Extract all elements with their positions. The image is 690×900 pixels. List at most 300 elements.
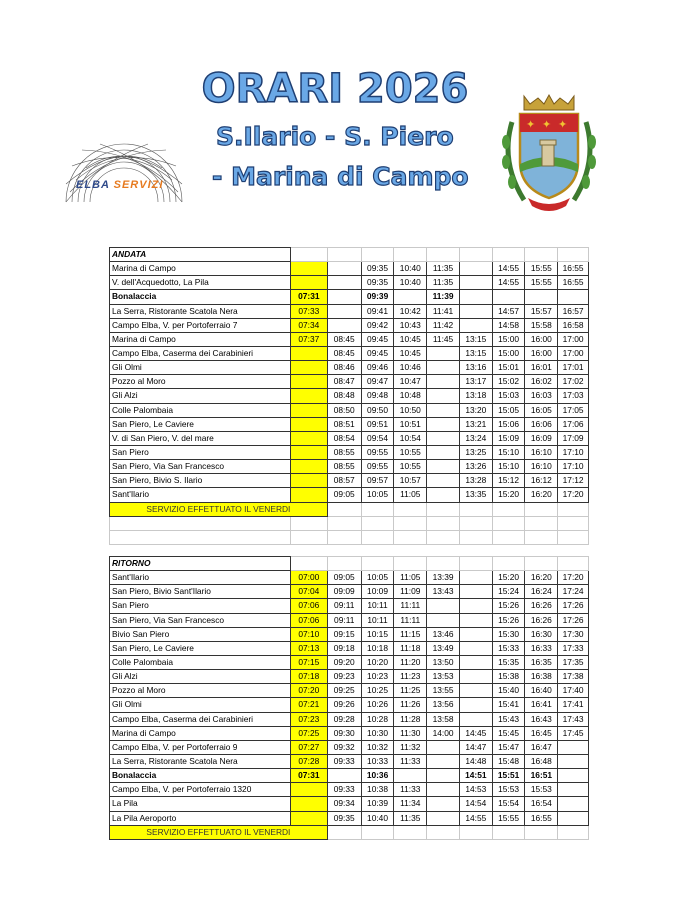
departure-time: 14:58 <box>492 318 525 332</box>
friday-time <box>290 474 327 488</box>
departure-time: 15:35 <box>492 655 525 669</box>
friday-time: 07:00 <box>290 571 327 585</box>
empty-cell <box>427 516 460 530</box>
departure-time: 11:05 <box>394 571 427 585</box>
departure-time <box>459 670 492 684</box>
departure-time: 17:01 <box>558 361 589 375</box>
friday-time <box>290 361 327 375</box>
departure-time <box>427 361 460 375</box>
departure-time: 15:45 <box>492 726 525 740</box>
departure-time: 10:15 <box>361 627 394 641</box>
departure-time: 11:05 <box>394 488 427 502</box>
departure-time: 15:41 <box>492 698 525 712</box>
table-row <box>110 641 589 655</box>
departure-time: 13:15 <box>459 332 492 346</box>
departure-time <box>327 262 361 276</box>
departure-time: 15:10 <box>492 445 525 459</box>
departure-time: 14:55 <box>459 811 492 825</box>
departure-time <box>525 290 558 304</box>
departure-time: 08:50 <box>327 403 361 417</box>
departure-time <box>427 417 460 431</box>
departure-time <box>459 290 492 304</box>
departure-time <box>427 403 460 417</box>
departure-time: 11:33 <box>394 783 427 797</box>
departure-time: 09:42 <box>361 318 394 332</box>
departure-time: 16:30 <box>525 627 558 641</box>
stop-name: Marina di Campo <box>110 332 291 346</box>
departure-time: 15:30 <box>492 627 525 641</box>
ritorno-schedule-table <box>109 556 589 840</box>
empty-cell <box>290 557 327 571</box>
departure-time: 15:06 <box>492 417 525 431</box>
friday-time <box>290 783 327 797</box>
departure-time: 14:57 <box>492 304 525 318</box>
departure-time: 08:47 <box>327 375 361 389</box>
departure-time: 11:23 <box>394 670 427 684</box>
friday-service-note: SERVIZIO EFFETTUATO IL VENERDI <box>110 502 328 516</box>
section-label: ANDATA <box>110 248 291 262</box>
empty-cell <box>427 530 460 544</box>
departure-time: 11:32 <box>394 740 427 754</box>
departure-time <box>427 797 460 811</box>
departure-time: 13:18 <box>459 389 492 403</box>
empty-cell <box>459 530 492 544</box>
departure-time: 09:33 <box>327 754 361 768</box>
departure-time: 10:54 <box>394 431 427 445</box>
departure-time: 09:18 <box>327 641 361 655</box>
stop-name: Gli Olmi <box>110 698 291 712</box>
departure-time <box>427 613 460 627</box>
departure-time <box>492 290 525 304</box>
departure-time <box>427 474 460 488</box>
departure-time: 15:51 <box>492 769 525 783</box>
departure-time: 15:48 <box>492 754 525 768</box>
empty-cell <box>327 825 361 839</box>
departure-time <box>427 431 460 445</box>
elba-servizi-logo-icon <box>58 122 190 212</box>
departure-time <box>427 811 460 825</box>
departure-time: 10:45 <box>394 346 427 360</box>
departure-time: 13:43 <box>427 585 460 599</box>
empty-cell <box>394 530 427 544</box>
friday-time <box>290 346 327 360</box>
departure-time: 08:51 <box>327 417 361 431</box>
departure-time: 09:23 <box>327 670 361 684</box>
table-row <box>110 460 589 474</box>
friday-time <box>290 460 327 474</box>
departure-time: 13:26 <box>459 460 492 474</box>
departure-time: 16:55 <box>525 811 558 825</box>
departure-time: 17:05 <box>558 403 589 417</box>
stop-name: Pozzo al Moro <box>110 375 291 389</box>
departure-time: 15:10 <box>492 460 525 474</box>
departure-time: 09:35 <box>361 262 394 276</box>
svg-text:✦: ✦ <box>558 118 568 131</box>
departure-time: 10:25 <box>361 684 394 698</box>
departure-time: 13:21 <box>459 417 492 431</box>
table-row <box>110 811 589 825</box>
table-row <box>110 431 589 445</box>
empty-cell <box>327 248 361 262</box>
departure-time <box>427 346 460 360</box>
table-row <box>110 262 589 276</box>
departure-time <box>459 585 492 599</box>
departure-time: 16:26 <box>525 599 558 613</box>
departure-time: 10:28 <box>361 712 394 726</box>
departure-time <box>459 698 492 712</box>
departure-time: 09:34 <box>327 797 361 811</box>
departure-time <box>459 304 492 318</box>
departure-time: 10:11 <box>361 613 394 627</box>
departure-time <box>427 460 460 474</box>
departure-time: 09:05 <box>327 571 361 585</box>
stop-name: La Pila <box>110 797 291 811</box>
departure-time <box>427 488 460 502</box>
departure-time: 11:09 <box>394 585 427 599</box>
departure-time: 14:51 <box>459 769 492 783</box>
departure-time: 10:40 <box>394 276 427 290</box>
departure-time: 10:38 <box>361 783 394 797</box>
table-row <box>110 318 589 332</box>
departure-time <box>459 571 492 585</box>
stop-name: Campo Elba, V. per Portoferraio 7 <box>110 318 291 332</box>
departure-time: 09:15 <box>327 627 361 641</box>
stop-name: Colle Palombaia <box>110 655 291 669</box>
empty-cell <box>492 557 525 571</box>
stop-name: La Serra, Ristorante Scatola Nera <box>110 304 291 318</box>
departure-time: 11:35 <box>427 276 460 290</box>
departure-time: 10:05 <box>361 571 394 585</box>
departure-time: 17:06 <box>558 417 589 431</box>
stop-name: Campo Elba, V. per Portoferraio 1320 <box>110 783 291 797</box>
departure-time <box>459 641 492 655</box>
municipal-crest-icon <box>494 92 604 222</box>
friday-time: 07:18 <box>290 670 327 684</box>
departure-time <box>459 318 492 332</box>
departure-time: 16:41 <box>525 698 558 712</box>
stop-name: San Piero, Bivio S. Ilario <box>110 474 291 488</box>
ritorno-rows <box>110 557 589 840</box>
friday-time: 07:15 <box>290 655 327 669</box>
departure-time: 14:55 <box>492 262 525 276</box>
stop-name: Pozzo al Moro <box>110 684 291 698</box>
empty-cell <box>558 825 589 839</box>
departure-time: 14:00 <box>427 726 460 740</box>
section-header-row <box>110 248 589 262</box>
empty-cell <box>394 557 427 571</box>
departure-time <box>459 712 492 726</box>
departure-time: 10:05 <box>361 488 394 502</box>
friday-time: 07:23 <box>290 712 327 726</box>
stop-name: San Piero, Via San Francesco <box>110 460 291 474</box>
departure-time: 10:18 <box>361 641 394 655</box>
friday-time: 07:21 <box>290 698 327 712</box>
empty-cell <box>394 248 427 262</box>
departure-time: 15:53 <box>492 783 525 797</box>
departure-time: 15:58 <box>525 318 558 332</box>
departure-time: 09:55 <box>361 445 394 459</box>
empty-cell <box>110 516 291 530</box>
departure-time: 17:20 <box>558 571 589 585</box>
departure-time: 13:55 <box>427 684 460 698</box>
departure-time: 16:01 <box>525 361 558 375</box>
departure-time: 10:48 <box>394 389 427 403</box>
departure-time: 10:39 <box>361 797 394 811</box>
departure-time: 10:11 <box>361 599 394 613</box>
friday-time <box>290 417 327 431</box>
friday-time <box>290 389 327 403</box>
departure-time: 17:00 <box>558 332 589 346</box>
departure-time: 17:33 <box>558 641 589 655</box>
departure-time: 14:48 <box>459 754 492 768</box>
empty-cell <box>492 502 525 516</box>
departure-time: 17:20 <box>558 488 589 502</box>
departure-time: 09:20 <box>327 655 361 669</box>
stop-name: Marina di Campo <box>110 726 291 740</box>
departure-time: 17:00 <box>558 346 589 360</box>
stop-name: Gli Alzi <box>110 670 291 684</box>
departure-time: 10:46 <box>394 361 427 375</box>
departure-time: 15:40 <box>492 684 525 698</box>
departure-time: 17:26 <box>558 613 589 627</box>
departure-time: 17:40 <box>558 684 589 698</box>
departure-time: 11:39 <box>427 290 460 304</box>
table-row <box>110 585 589 599</box>
table-row <box>110 712 589 726</box>
departure-time: 16:35 <box>525 655 558 669</box>
elba-servizi-logo-text: ELBA SERVIZI <box>76 179 164 191</box>
table-row <box>110 276 589 290</box>
departure-time: 16:05 <box>525 403 558 417</box>
departure-time: 10:40 <box>394 262 427 276</box>
empty-cell <box>558 530 589 544</box>
departure-time: 17:35 <box>558 655 589 669</box>
empty-cell <box>327 502 361 516</box>
departure-time: 08:46 <box>327 361 361 375</box>
departure-time: 13:49 <box>427 641 460 655</box>
departure-time: 10:20 <box>361 655 394 669</box>
departure-time <box>427 389 460 403</box>
stop-name: Campo Elba, Caserma dei Carabinieri <box>110 346 291 360</box>
departure-time: 15:54 <box>492 797 525 811</box>
stop-name: San Piero <box>110 599 291 613</box>
departure-time <box>427 740 460 754</box>
departure-time <box>394 290 427 304</box>
departure-time: 11:45 <box>427 332 460 346</box>
empty-cell <box>361 530 394 544</box>
empty-cell <box>459 825 492 839</box>
departure-time: 10:51 <box>394 417 427 431</box>
friday-time: 07:31 <box>290 769 327 783</box>
empty-cell <box>427 248 460 262</box>
departure-time: 15:20 <box>492 488 525 502</box>
departure-time <box>459 276 492 290</box>
departure-time: 11:30 <box>394 726 427 740</box>
departure-time <box>427 769 460 783</box>
departure-time: 17:02 <box>558 375 589 389</box>
departure-time: 10:36 <box>361 769 394 783</box>
departure-time: 08:45 <box>327 346 361 360</box>
empty-cell <box>361 516 394 530</box>
departure-time: 10:43 <box>394 318 427 332</box>
friday-time: 07:04 <box>290 585 327 599</box>
departure-time: 16:40 <box>525 684 558 698</box>
empty-cell <box>459 516 492 530</box>
departure-time: 15:33 <box>492 641 525 655</box>
departure-time: 16:58 <box>558 318 589 332</box>
departure-time: 09:35 <box>327 811 361 825</box>
departure-time: 16:55 <box>558 276 589 290</box>
departure-time: 15:26 <box>492 613 525 627</box>
empty-cell <box>525 516 558 530</box>
departure-time <box>558 754 589 768</box>
departure-time: 16:55 <box>558 262 589 276</box>
departure-time: 10:09 <box>361 585 394 599</box>
departure-time: 11:11 <box>394 599 427 613</box>
table-row <box>110 655 589 669</box>
departure-time: 15:43 <box>492 712 525 726</box>
table-row <box>110 670 589 684</box>
stop-name: San Piero, Le Caviere <box>110 417 291 431</box>
table-row <box>110 346 589 360</box>
spacer-row <box>110 516 589 530</box>
departure-time: 09:05 <box>327 488 361 502</box>
andata-rows <box>110 248 589 545</box>
table-row <box>110 474 589 488</box>
departure-time: 11:41 <box>427 304 460 318</box>
departure-time: 10:40 <box>361 811 394 825</box>
table-row <box>110 754 589 768</box>
friday-time: 07:20 <box>290 684 327 698</box>
departure-time: 09:11 <box>327 599 361 613</box>
departure-time: 17:45 <box>558 726 589 740</box>
empty-cell <box>525 530 558 544</box>
empty-cell <box>427 557 460 571</box>
departure-time <box>394 769 427 783</box>
departure-time: 15:55 <box>492 811 525 825</box>
departure-time: 16:45 <box>525 726 558 740</box>
departure-time: 15:57 <box>525 304 558 318</box>
departure-time: 09:25 <box>327 684 361 698</box>
friday-time: 07:33 <box>290 304 327 318</box>
stop-name: V. di San Piero, V. del mare <box>110 431 291 445</box>
empty-cell <box>327 557 361 571</box>
friday-time <box>290 797 327 811</box>
stop-name: V. dell'Acquedotto, La Pila <box>110 276 291 290</box>
andata-schedule-table <box>109 247 589 545</box>
departure-time: 13:50 <box>427 655 460 669</box>
departure-time: 15:00 <box>492 346 525 360</box>
empty-cell <box>492 516 525 530</box>
stop-name: San Piero, Via San Francesco <box>110 613 291 627</box>
departure-time: 15:26 <box>492 599 525 613</box>
departure-time <box>427 445 460 459</box>
empty-cell <box>492 825 525 839</box>
departure-time <box>327 769 361 783</box>
svg-text:✦: ✦ <box>542 118 552 131</box>
stop-name: Campo Elba, Caserma dei Carabinieri <box>110 712 291 726</box>
departure-time: 16:43 <box>525 712 558 726</box>
departure-time: 09:54 <box>361 431 394 445</box>
empty-cell <box>558 557 589 571</box>
friday-time <box>290 431 327 445</box>
departure-time: 14:45 <box>459 726 492 740</box>
route-subtitle-line1: S.Ilario - S. Piero <box>216 122 454 151</box>
table-row <box>110 375 589 389</box>
table-row <box>110 797 589 811</box>
empty-cell <box>492 530 525 544</box>
departure-time: 10:47 <box>394 375 427 389</box>
departure-time <box>459 262 492 276</box>
departure-time: 09:09 <box>327 585 361 599</box>
route-subtitle-line2: - Marina di Campo <box>212 162 469 191</box>
stop-name: Sant'Ilario <box>110 571 291 585</box>
departure-time: 10:33 <box>361 754 394 768</box>
departure-time: 16:06 <box>525 417 558 431</box>
empty-cell <box>290 516 327 530</box>
departure-time: 16:38 <box>525 670 558 684</box>
table-row <box>110 571 589 585</box>
departure-time <box>427 754 460 768</box>
departure-time: 15:00 <box>492 332 525 346</box>
stop-name: San Piero <box>110 445 291 459</box>
departure-time: 13:16 <box>459 361 492 375</box>
note-row <box>110 825 589 839</box>
stop-name: Gli Alzi <box>110 389 291 403</box>
empty-cell <box>394 516 427 530</box>
friday-time: 07:37 <box>290 332 327 346</box>
stop-name: Campo Elba, V. per Portoferraio 9 <box>110 740 291 754</box>
page-title: ORARI 2026 <box>201 66 469 112</box>
friday-time <box>290 445 327 459</box>
departure-time: 09:46 <box>361 361 394 375</box>
empty-cell <box>525 825 558 839</box>
departure-time: 14:55 <box>492 276 525 290</box>
departure-time: 13:56 <box>427 698 460 712</box>
stop-name: Gli Olmi <box>110 361 291 375</box>
spacer-row <box>110 530 589 544</box>
departure-time: 16:51 <box>525 769 558 783</box>
departure-time: 15:24 <box>492 585 525 599</box>
departure-time: 15:38 <box>492 670 525 684</box>
departure-time: 17:10 <box>558 460 589 474</box>
departure-time: 16:00 <box>525 346 558 360</box>
departure-time: 10:32 <box>361 740 394 754</box>
departure-time: 10:23 <box>361 670 394 684</box>
departure-time: 11:35 <box>427 262 460 276</box>
empty-cell <box>290 248 327 262</box>
departure-time: 10:30 <box>361 726 394 740</box>
departure-time: 16:09 <box>525 431 558 445</box>
stop-name: Bivio San Piero <box>110 627 291 641</box>
departure-time: 15:47 <box>492 740 525 754</box>
departure-time: 11:34 <box>394 797 427 811</box>
friday-time: 07:06 <box>290 613 327 627</box>
friday-time: 07:27 <box>290 740 327 754</box>
departure-time <box>459 613 492 627</box>
departure-time: 16:20 <box>525 488 558 502</box>
departure-time: 09:26 <box>327 698 361 712</box>
empty-cell <box>327 516 361 530</box>
table-row <box>110 389 589 403</box>
departure-time: 10:57 <box>394 474 427 488</box>
departure-time: 17:24 <box>558 585 589 599</box>
departure-time: 17:43 <box>558 712 589 726</box>
departure-time <box>427 375 460 389</box>
friday-service-note: SERVIZIO EFFETTUATO IL VENERDI <box>110 825 328 839</box>
friday-time <box>290 375 327 389</box>
friday-time <box>290 488 327 502</box>
